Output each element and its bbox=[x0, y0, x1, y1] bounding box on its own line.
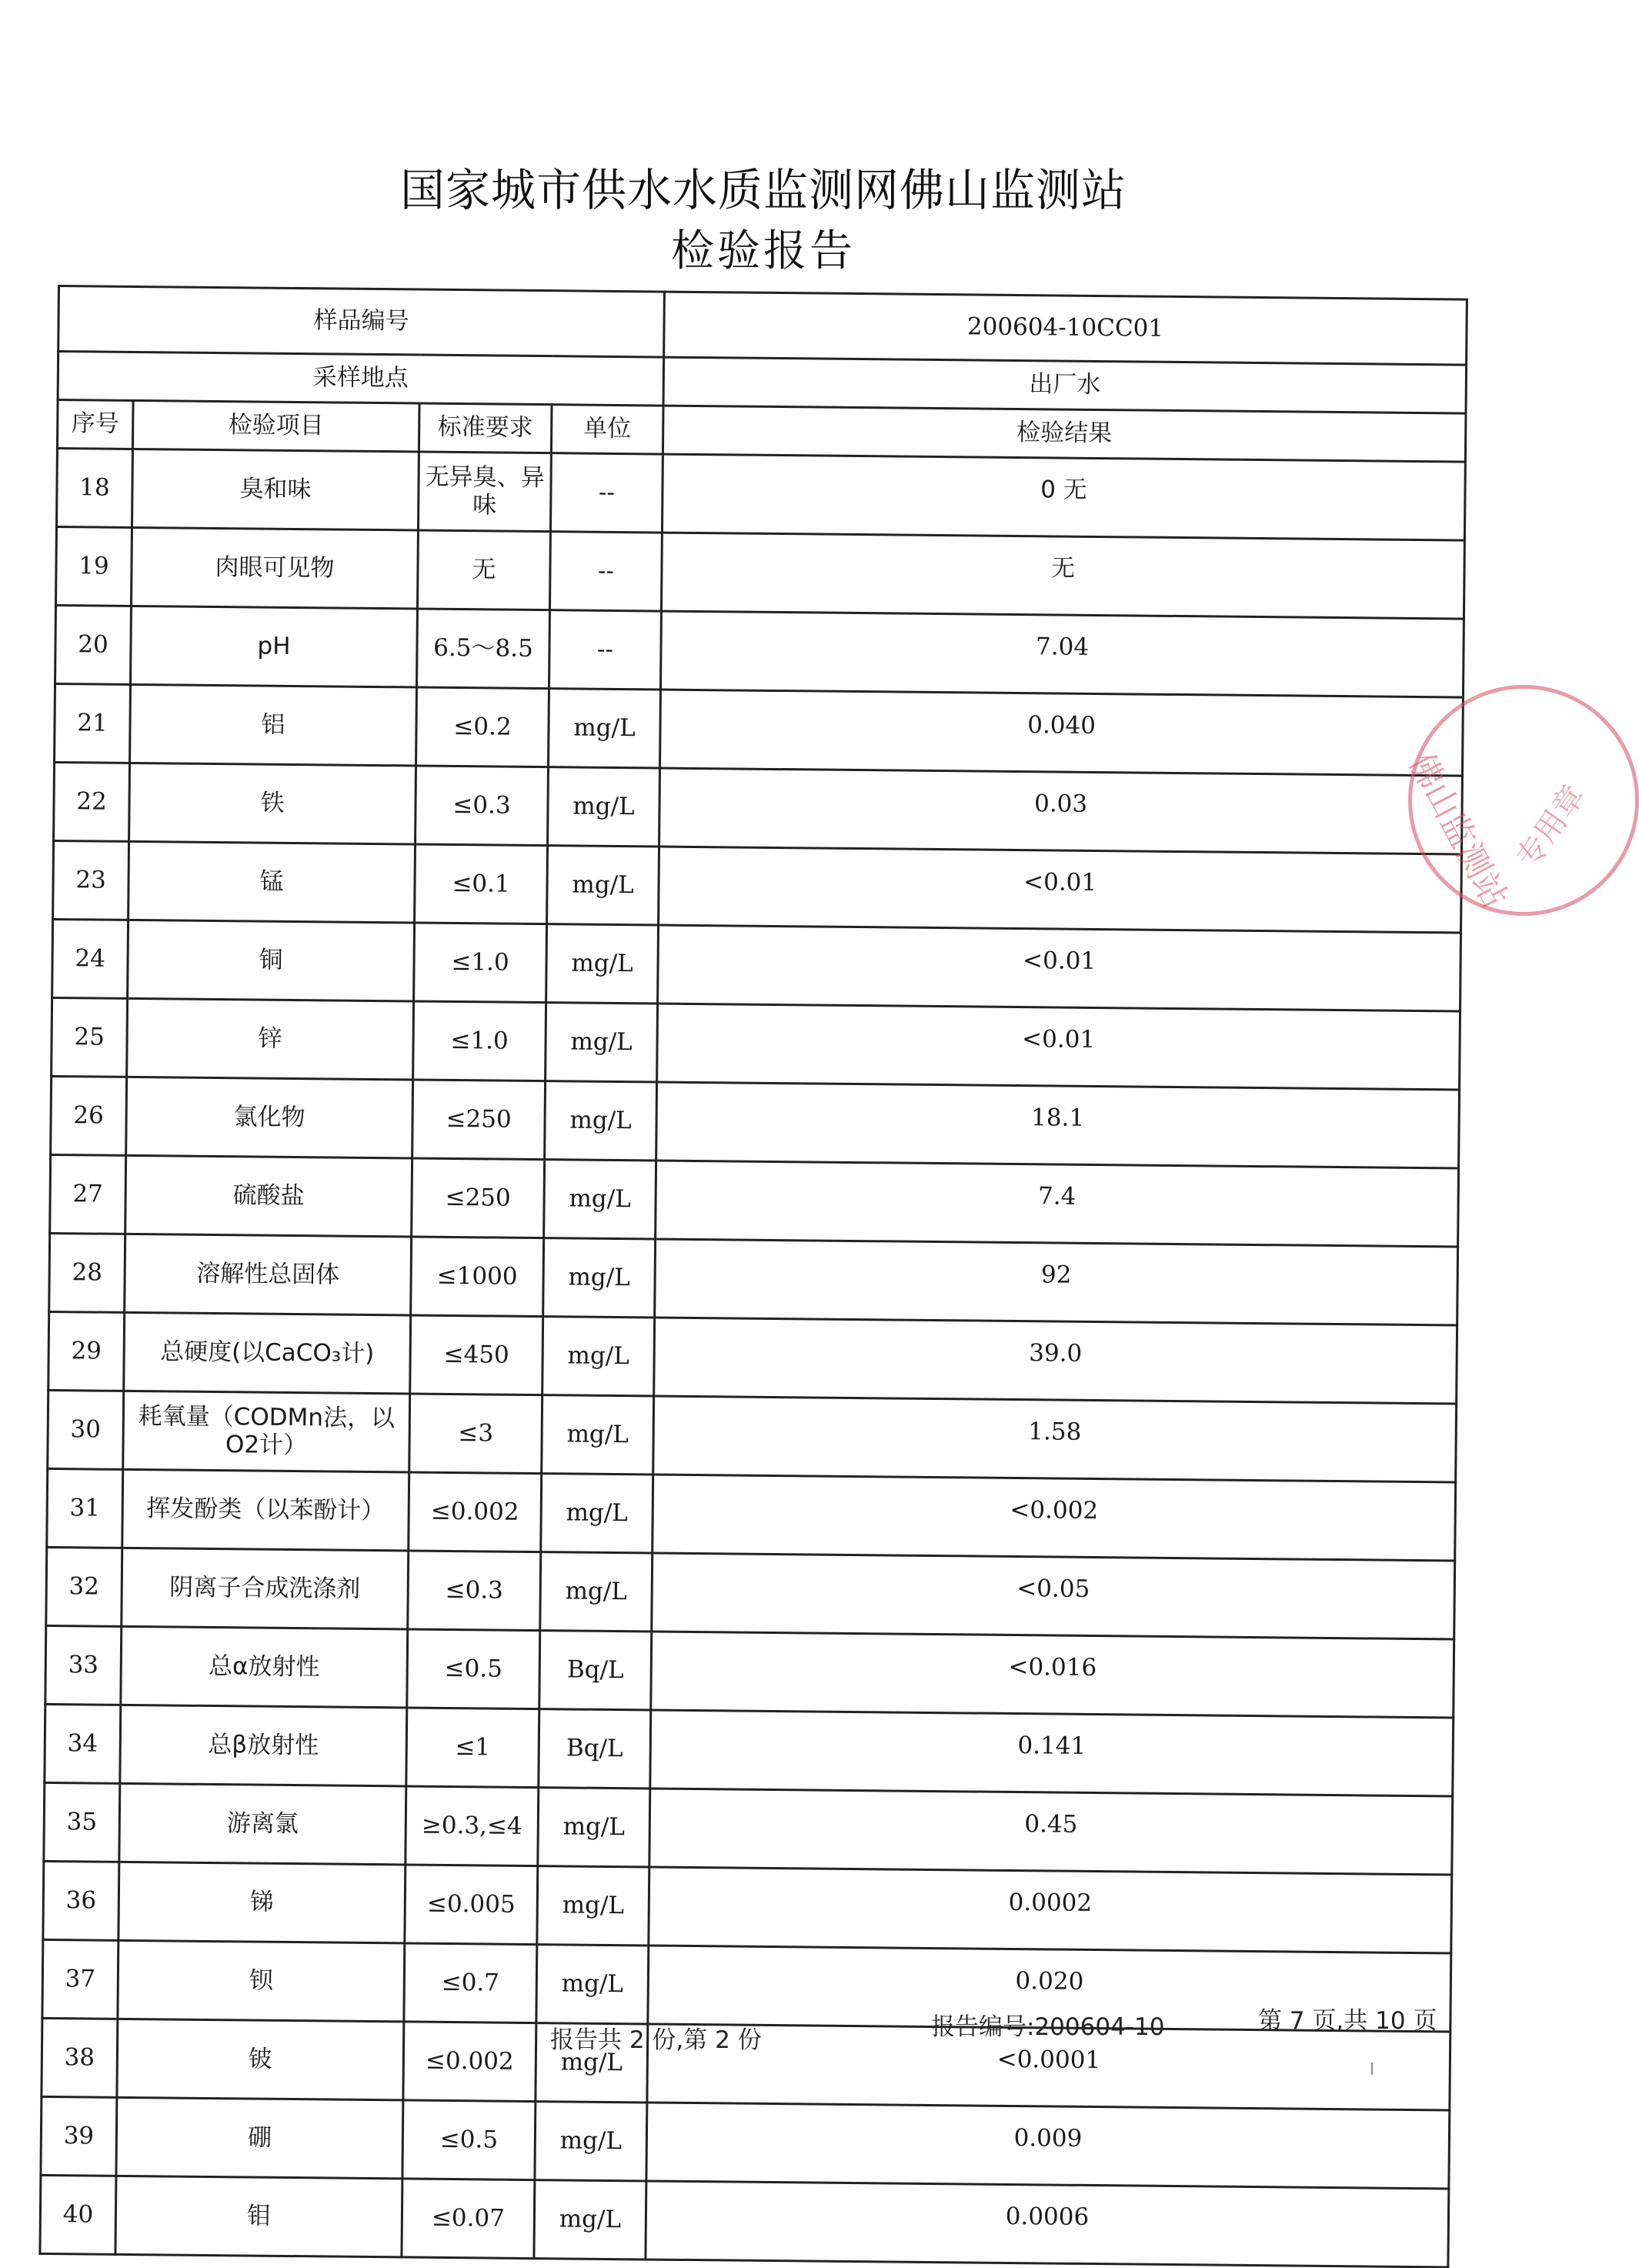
sample-id-value: 200604-10CC01 bbox=[664, 292, 1467, 365]
test-item-cell: 铍 bbox=[117, 2019, 404, 2100]
standard-cell: ≤1000 bbox=[411, 1237, 544, 1317]
test-item-cell: 肉眼可见物 bbox=[131, 527, 418, 609]
test-item-cell: 锌 bbox=[127, 998, 414, 1080]
table-row bbox=[55, 605, 1464, 697]
result-cell: 1.58 bbox=[653, 1396, 1457, 1482]
report-table bbox=[38, 285, 1467, 2268]
test-item-cell: 锰 bbox=[129, 841, 416, 923]
table-row bbox=[43, 1861, 1452, 1953]
row-number-cell: 30 bbox=[48, 1390, 124, 1469]
test-item-cell: 钡 bbox=[118, 1940, 405, 2022]
result-cell: 0.020 bbox=[648, 1946, 1451, 2032]
result-cell: 18.1 bbox=[656, 1082, 1460, 1168]
result-cell: 92 bbox=[655, 1239, 1458, 1325]
test-item-cell: 溶解性总固体 bbox=[125, 1234, 412, 1315]
row-number-cell: 37 bbox=[42, 1939, 119, 2019]
row-number-cell: 26 bbox=[51, 1076, 127, 1155]
unit-cell: mg/L bbox=[544, 1160, 656, 1239]
column-header-item: 检验项目 bbox=[132, 400, 419, 452]
column-header-standard: 标准要求 bbox=[419, 403, 552, 453]
standard-cell: ≤3 bbox=[409, 1394, 542, 1474]
column-header-result: 检验结果 bbox=[663, 406, 1466, 462]
result-cell: 0.040 bbox=[660, 690, 1464, 776]
standard-cell: ≤0.07 bbox=[402, 2179, 535, 2259]
row-number-cell: 21 bbox=[55, 683, 131, 763]
test-item-cell: 总β放射性 bbox=[120, 1705, 407, 1786]
standard-cell: ≤0.7 bbox=[404, 1943, 537, 2023]
unit-cell: -- bbox=[549, 532, 662, 611]
test-item-cell: 耗氧量（CODMn法，以O2计） bbox=[123, 1391, 410, 1472]
unit-cell: mg/L bbox=[536, 2023, 648, 2103]
standard-cell: ≤1.0 bbox=[414, 923, 547, 1003]
test-item-cell: 铁 bbox=[129, 763, 416, 844]
footer-copies: 报告共 2 份,第 2 份 bbox=[550, 2026, 762, 2054]
footer-page-number: 第 7 页,共 10 页 bbox=[1258, 2007, 1437, 2035]
result-cell: 7.04 bbox=[660, 611, 1464, 697]
table-row bbox=[48, 1311, 1457, 1404]
test-item-cell: 硫酸盐 bbox=[125, 1155, 412, 1237]
table-row bbox=[40, 2175, 1449, 2267]
table-row bbox=[41, 2096, 1450, 2189]
test-item-cell: 阴离子合成洗涤剂 bbox=[122, 1548, 409, 1629]
table-row bbox=[54, 762, 1463, 854]
row-number-cell: 34 bbox=[45, 1704, 121, 1783]
standard-cell: ≤1 bbox=[406, 1708, 539, 1788]
result-cell: <0.0001 bbox=[647, 2024, 1450, 2110]
report-title: 国家城市供水水质监测网佛山监测站 bbox=[399, 164, 1127, 216]
unit-cell: mg/L bbox=[534, 2180, 646, 2260]
unit-cell: mg/L bbox=[546, 1003, 658, 1082]
standard-cell: ≤0.002 bbox=[403, 2022, 536, 2102]
standard-cell: ≤250 bbox=[412, 1158, 545, 1238]
unit-cell: mg/L bbox=[545, 1081, 657, 1161]
row-number-cell: 24 bbox=[52, 919, 129, 998]
table-row bbox=[53, 840, 1462, 933]
result-cell: <0.01 bbox=[657, 1004, 1460, 1090]
test-item-cell: 臭和味 bbox=[132, 449, 419, 530]
table-row bbox=[48, 1390, 1457, 1482]
row-number-cell: 18 bbox=[56, 449, 132, 528]
report-subtitle: 检验报告 bbox=[671, 226, 856, 276]
seal-text-side: 专用章 bbox=[1510, 778, 1592, 875]
unit-cell: mg/L bbox=[537, 1866, 649, 1946]
standard-cell: ≤0.3 bbox=[408, 1551, 541, 1631]
test-item-cell: pH bbox=[131, 606, 418, 687]
result-cell: <0.01 bbox=[659, 847, 1462, 933]
result-cell: 0.45 bbox=[649, 1789, 1453, 1875]
test-item-cell: 总α放射性 bbox=[121, 1626, 408, 1708]
standard-cell: ≤450 bbox=[410, 1315, 543, 1395]
sample-location-label: 采样地点 bbox=[58, 352, 664, 406]
table-row bbox=[44, 1782, 1453, 1875]
result-cell: <0.016 bbox=[651, 1632, 1454, 1718]
result-cell: <0.01 bbox=[658, 925, 1461, 1011]
unit-cell: mg/L bbox=[536, 1945, 649, 2024]
unit-cell: mg/L bbox=[540, 1552, 653, 1632]
margin-mark bbox=[1371, 2063, 1373, 2075]
table-row bbox=[45, 1625, 1454, 1718]
unit-cell: mg/L bbox=[542, 1317, 655, 1396]
seal-text-top: 佛山监测站 bbox=[1400, 747, 1515, 915]
standard-cell: 无异臭、异味 bbox=[418, 452, 551, 532]
standard-cell: ≤0.5 bbox=[407, 1629, 540, 1709]
standard-cell: 6.5～8.5 bbox=[417, 609, 550, 689]
test-item-cell: 总硬度(以CaCO₃计) bbox=[124, 1312, 411, 1394]
row-number-cell: 23 bbox=[53, 840, 129, 920]
table-row bbox=[47, 1468, 1456, 1561]
result-cell: 0.0002 bbox=[649, 1867, 1452, 1953]
result-cell: 无 bbox=[661, 533, 1464, 619]
result-cell: <0.002 bbox=[653, 1475, 1456, 1561]
row-number-cell: 20 bbox=[55, 605, 132, 684]
table-row bbox=[56, 449, 1465, 541]
unit-cell: Bq/L bbox=[539, 1631, 652, 1710]
test-item-cell: 钼 bbox=[115, 2176, 402, 2257]
table-row bbox=[45, 1704, 1454, 1796]
unit-cell: mg/L bbox=[535, 2102, 647, 2181]
table-row bbox=[56, 526, 1465, 619]
standard-cell: ≥0.3,≤4 bbox=[406, 1786, 539, 1866]
test-item-cell: 游离氯 bbox=[119, 1783, 406, 1865]
result-cell: 7.4 bbox=[656, 1161, 1459, 1247]
table-row bbox=[50, 1154, 1459, 1247]
unit-cell: mg/L bbox=[541, 1474, 653, 1553]
row-number-cell: 19 bbox=[56, 526, 132, 606]
row-number-cell: 31 bbox=[47, 1468, 123, 1548]
standard-cell: ≤0.2 bbox=[416, 687, 549, 767]
row-number-cell: 28 bbox=[49, 1233, 125, 1312]
table-row bbox=[49, 1233, 1458, 1325]
result-cell: 39.0 bbox=[654, 1318, 1457, 1404]
result-cell: 0.141 bbox=[650, 1710, 1454, 1796]
result-cell: 0.0006 bbox=[646, 2181, 1449, 2267]
test-item-cell: 氯化物 bbox=[126, 1077, 413, 1158]
test-item-cell: 硼 bbox=[116, 2097, 403, 2179]
column-header-unit: 单位 bbox=[551, 405, 663, 454]
row-number-cell: 35 bbox=[44, 1782, 120, 1862]
standard-cell: ≤250 bbox=[412, 1080, 546, 1160]
standard-cell: ≤0.005 bbox=[405, 1865, 538, 1945]
table-row bbox=[52, 919, 1461, 1011]
standard-cell: 无 bbox=[417, 530, 550, 610]
row-number-cell: 32 bbox=[46, 1547, 122, 1626]
sample-location-value: 出厂水 bbox=[663, 357, 1467, 413]
standard-cell: ≤0.5 bbox=[402, 2100, 536, 2180]
row-number-cell: 36 bbox=[43, 1861, 119, 1940]
unit-cell: mg/L bbox=[548, 767, 660, 847]
standard-cell: ≤0.1 bbox=[415, 844, 548, 924]
column-header-no: 序号 bbox=[57, 400, 133, 449]
standard-cell: ≤0.3 bbox=[416, 766, 549, 846]
row-number-cell: 27 bbox=[50, 1154, 126, 1234]
result-cell: 0 无 bbox=[662, 454, 1465, 540]
table-row bbox=[55, 683, 1464, 776]
row-number-cell: 38 bbox=[42, 2018, 118, 2097]
table-row bbox=[46, 1547, 1455, 1639]
row-number-cell: 33 bbox=[45, 1625, 122, 1705]
unit-cell: mg/L bbox=[547, 846, 659, 925]
row-number-cell: 29 bbox=[48, 1311, 125, 1391]
table-row bbox=[52, 997, 1460, 1090]
unit-cell: mg/L bbox=[542, 1395, 654, 1475]
unit-cell: mg/L bbox=[538, 1788, 650, 1867]
standard-cell: ≤1.0 bbox=[413, 1001, 546, 1081]
result-cell: <0.05 bbox=[652, 1553, 1455, 1639]
result-cell: 0.03 bbox=[659, 768, 1463, 854]
row-number-cell: 22 bbox=[54, 762, 130, 841]
table-row bbox=[42, 1939, 1451, 2032]
row-number-cell: 25 bbox=[52, 997, 128, 1077]
unit-cell: mg/L bbox=[546, 924, 659, 1004]
row-number-cell: 39 bbox=[41, 2096, 117, 2176]
test-item-cell: 铝 bbox=[130, 684, 417, 766]
test-item-cell: 挥发酚类（以苯酚计） bbox=[122, 1469, 409, 1551]
result-cell: 0.009 bbox=[646, 2103, 1450, 2189]
footer-report-number: 报告编号:200604-10 bbox=[931, 2013, 1165, 2041]
test-item-cell: 铜 bbox=[128, 920, 415, 1001]
test-item-cell: 锑 bbox=[119, 1862, 406, 1943]
standard-cell: ≤0.002 bbox=[409, 1472, 542, 1552]
official-seal bbox=[1400, 685, 1639, 916]
unit-cell: Bq/L bbox=[539, 1709, 651, 1789]
table-row bbox=[51, 1076, 1460, 1168]
unit-cell: mg/L bbox=[543, 1238, 656, 1318]
sample-id-label: 样品编号 bbox=[58, 286, 665, 358]
row-number-cell: 40 bbox=[40, 2175, 116, 2254]
unit-cell: mg/L bbox=[549, 689, 661, 768]
unit-cell: -- bbox=[549, 610, 661, 690]
unit-cell: -- bbox=[550, 453, 663, 533]
